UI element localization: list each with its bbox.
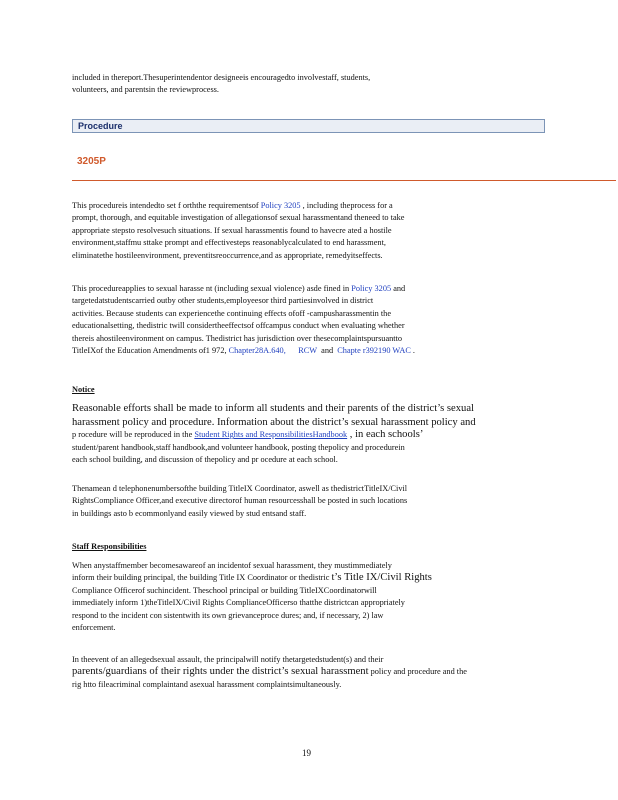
text-run: This procedureapplies to sexual harasse nt (including sexual violence) asde fined in	[72, 284, 352, 293]
intro-line-2: volunteers, and parentsin the reviewprocess.	[72, 85, 219, 95]
text-run: and	[316, 346, 338, 356]
coordinator-line-2: RightsCompliance Officer,and executive directorof human resourcesshall be posted in such locations	[72, 496, 408, 506]
rcw-link[interactable]: RCW	[298, 346, 317, 356]
scope-line-2: targetedatstudentscarried outby other students,employeesor third partiesinvolved in district	[72, 296, 374, 306]
student-rights-handbook-link[interactable]: Student Rights and ResponsibilitiesHandbook	[194, 430, 348, 440]
staff-line-1: When anystaffmember becomesawareof an incidentof sexual harassment, they mustimmediately	[72, 561, 392, 570]
coordinator-paragraph	[72, 483, 522, 520]
purpose-line-1	[72, 200, 522, 212]
scope-line-4: educationalsetting, thedistric twill considertheeffectsof offcampus conduct when evaluating whether	[72, 321, 405, 331]
staff-responsibilities-heading: Staff Responsibilities	[72, 542, 147, 551]
purpose-line-5: eliminatethe hostileenvironment, preventitsreoccurrence,and as appropriate, remedyitseffects.	[72, 250, 383, 260]
notice-line-5: each school building, and discussion of thepolicy and pr ocedure at each school.	[72, 455, 338, 464]
text-run: TitleIXof the Education Amendments of1 972,	[72, 346, 229, 356]
notice-line-3	[72, 429, 522, 441]
text-run: and	[391, 284, 406, 293]
text-run: parents/guardians of their rights under the district’s sexual harassment	[72, 666, 369, 678]
scope-line-5: thereis ahostileenvironment on campus. Thedistrict has jurisdiction over thesecomplaintspursuantto	[72, 333, 403, 343]
text-run: p rocedure will be reproduced in the	[72, 430, 195, 440]
text-run: , including theprocess for a	[300, 201, 393, 210]
chapter-28a-640-link[interactable]: Chapter28A.640,	[228, 346, 286, 356]
policy-3205-link-2[interactable]: Policy 3205	[351, 284, 392, 293]
notice-line-2: harassment policy and procedure. Information about the district’s sexual harassment policy and	[72, 416, 476, 428]
purpose-line-2: prompt, thorough, and equitable investigation of allegationsof sexual harassmentand theneed to take	[72, 213, 405, 223]
staff-line-3: Compliance Officerof suchincident. Theschool principal or building TitleIXCoordinatorwill	[72, 585, 377, 595]
purpose-line-4: environment,staffmu sttake prompt and effectivesteps reasonablycalculated to end harassment,	[72, 238, 386, 248]
purpose-line-3: appropriate stepsto resolvesuch situations. If sexual harassmentis found to havecre ated a hostile	[72, 225, 392, 235]
coordinator-line-3: in buildings asto b ecommonlyand easily viewed by stud entsand staff.	[72, 508, 307, 518]
assault-paragraph	[72, 654, 522, 691]
policy-3205-link[interactable]: Policy 3205	[260, 201, 301, 210]
text-run: t’s Title IX/Civil Rights	[331, 572, 432, 584]
text-run	[286, 346, 298, 355]
scope-line-6	[72, 345, 522, 357]
notice-line-4: student/parent handbook,staff handbook,and volunteer handbook, posting thepolicy and procedurein	[72, 442, 405, 452]
page-number: 19	[302, 748, 311, 758]
notice-paragraph	[72, 402, 522, 466]
section-divider	[72, 180, 616, 181]
scope-line-3: activities. Because students can experiencethe continuing effects ofoff -campusharassmentin the	[72, 308, 392, 318]
purpose-paragraph	[72, 200, 522, 262]
text-run: , in each schools’	[347, 429, 424, 441]
staff-line-4: immediately inform 1)theTitleIX/Civil Rights ComplianceOfficerso thatthe districtcan appropriately	[72, 598, 405, 608]
text-run: This procedureis intendedto set f orththe requirementsof	[72, 201, 261, 210]
scope-paragraph	[72, 283, 522, 357]
procedure-label: Procedure	[78, 121, 123, 131]
text-run: policy and procedure and the	[368, 667, 467, 677]
notice-line-1: Reasonable efforts shall be made to inform all students and their parents of the district’s sexual	[72, 403, 474, 414]
intro-paragraph	[72, 72, 522, 97]
staff-line-2	[72, 572, 522, 584]
chapter-392-190-wac-link[interactable]: Chapte r392190 WAC	[337, 346, 411, 356]
staff-line-5: respond to the incident con sistentwith its own grievanceproce dures; and, if necessary, 2) law	[72, 610, 384, 620]
text-run: inform their building principal, the building Title IX Coordinator or thedistric	[72, 573, 332, 583]
intro-line-1: included in thereport.Thesuperintendentor designeeis encouragedto involvestaff, students,	[72, 73, 371, 82]
text-run: .	[410, 346, 416, 356]
coordinator-line-1: Thenamean d telephonenumbersofthe building TitleIX Coordinator, aswell as thedistrictTitleIX/Civil	[72, 484, 408, 493]
notice-heading: Notice	[72, 385, 95, 394]
policy-number: 3205P	[77, 156, 106, 167]
assault-line-3: rig htto fileacriminal complaintand asexual harassment complaintsimultaneously.	[72, 679, 342, 689]
staff-line-6: enforcement.	[72, 623, 116, 633]
scope-line-1	[72, 283, 522, 295]
assault-line-1: In theevent of an allegedsexual assault, the principalwill notify thetargetedstudent(s) and their	[72, 655, 384, 664]
staff-paragraph	[72, 560, 522, 634]
procedure-section-bar	[72, 119, 545, 133]
assault-line-2	[72, 666, 522, 678]
